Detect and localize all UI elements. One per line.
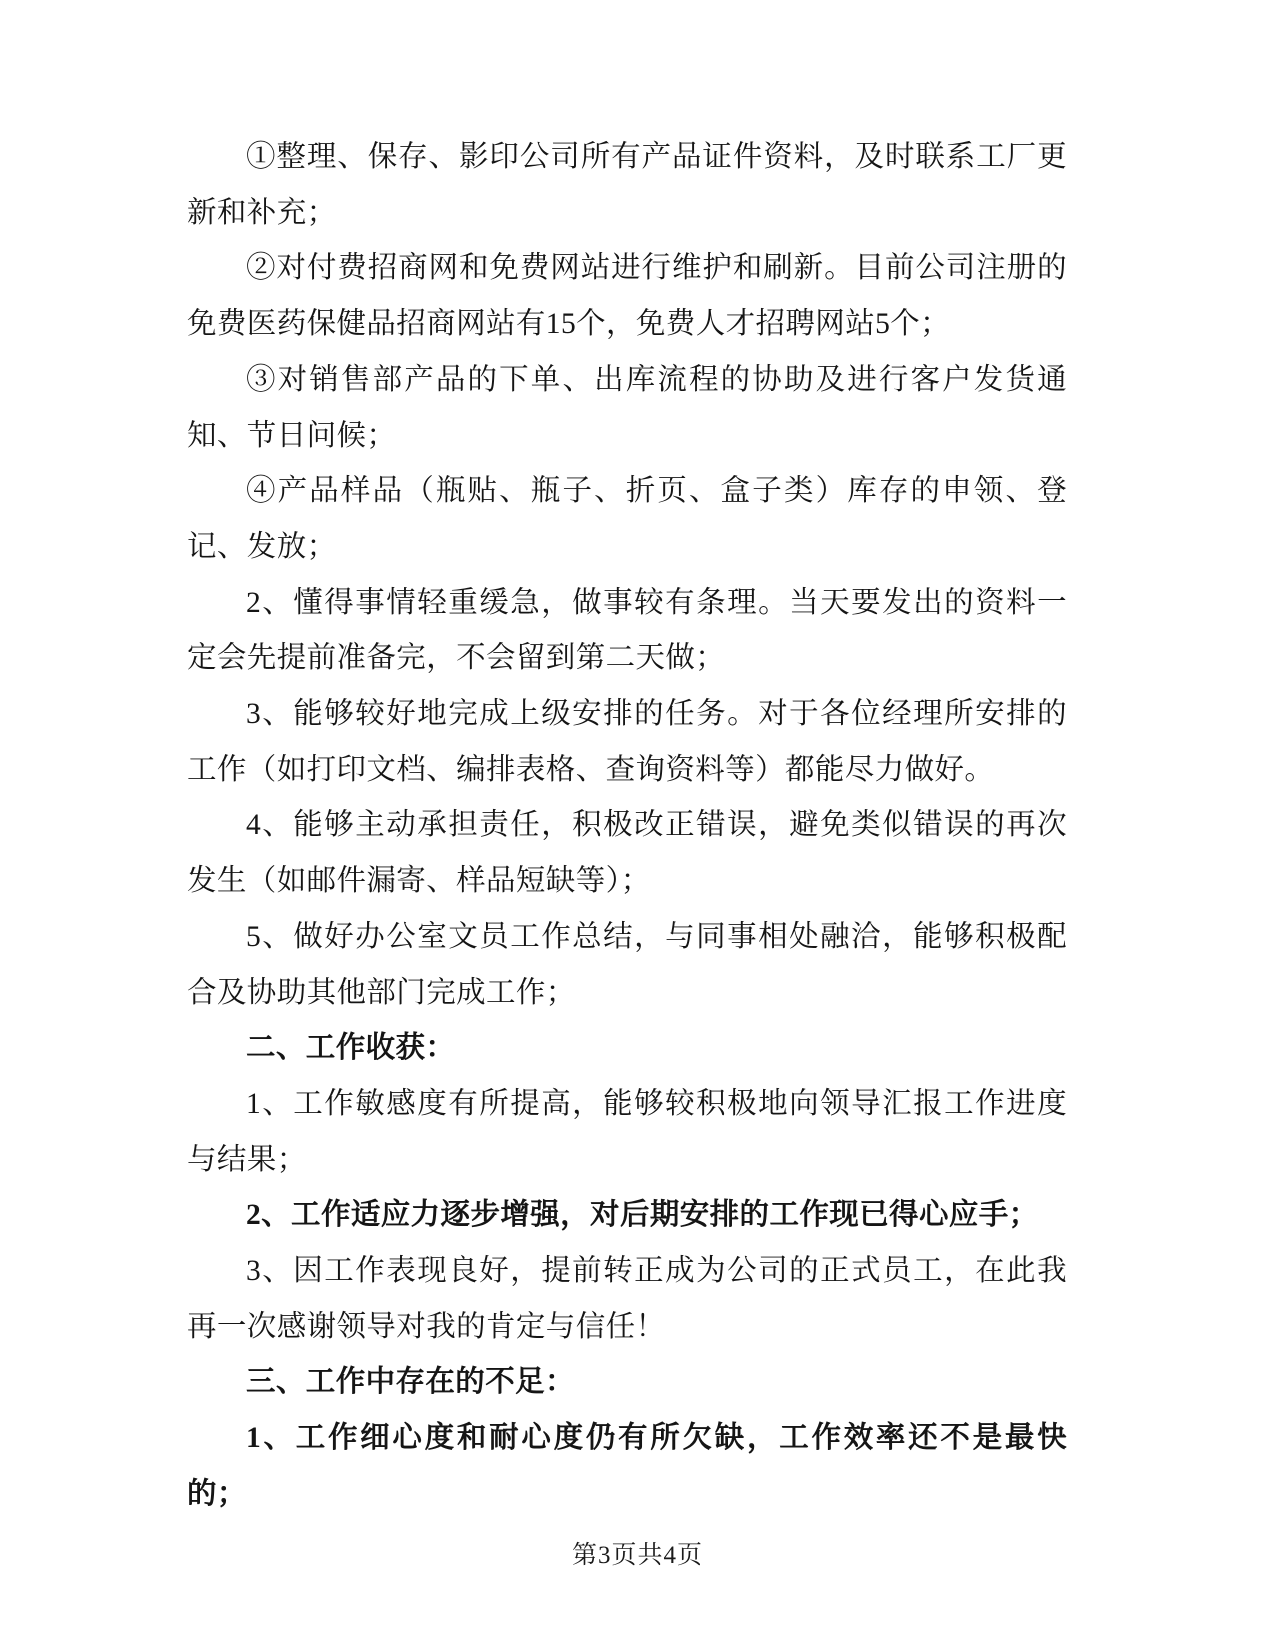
paragraph: 3、因工作表现良好，提前转正成为公司的正式员工，在此我再一次感谢领导对我的肯定与信任！ xyxy=(187,1255,1067,1343)
paragraph-emphasis: 1、工作细心度和耐心度仍有所欠缺，工作效率还不是最快的； xyxy=(187,1422,1067,1510)
paragraph: ①整理、保存、影印公司所有产品证件资料，及时联系工厂更新和补充； xyxy=(187,141,1067,229)
paragraph: ③对销售部产品的下单、出库流程的协助及进行客户发货通知、节日问候； xyxy=(187,363,1067,452)
paragraph: 1、工作敏感度有所提高，能够较积极地向领导汇报工作进度与结果； xyxy=(187,1087,1067,1176)
paragraph-emphasis: 2、工作适应力逐步增强，对后期安排的工作现已得心应手； xyxy=(246,1199,1039,1232)
section-heading: 三、工作中存在的不足： xyxy=(246,1366,575,1399)
section-heading: 二、工作收获： xyxy=(246,1032,456,1065)
page-number-footer: 第3页共4页 xyxy=(571,1542,703,1569)
document-body xyxy=(187,130,1067,1523)
paragraph: 4、能够主动承担责任，积极改正错误，避免类似错误的再次发生（如邮件漏寄、样品短缺等）； xyxy=(187,809,1067,898)
paragraph: ④产品样品（瓶贴、瓶子、折页、盒子类）库存的申领、登记、发放； xyxy=(187,475,1067,563)
paragraph: ②对付费招商网和免费网站进行维护和刷新。目前公司注册的免费医药保健品招商网站有15个，免费人才招聘网站5个； xyxy=(187,252,1067,341)
paragraph: 2、懂得事情轻重缓急，做事较有条理。当天要发出的资料一定会先提前准备完，不会留到第二天做； xyxy=(187,586,1067,675)
paragraph: 3、能够较好地完成上级安排的任务。对于各位经理所安排的工作（如打印文档、编排表格、查询资料等）都能尽力做好。 xyxy=(187,698,1067,786)
paragraph: 5、做好办公室文员工作总结，与同事相处融洽，能够积极配合及协助其他部门完成工作； xyxy=(187,920,1067,1009)
